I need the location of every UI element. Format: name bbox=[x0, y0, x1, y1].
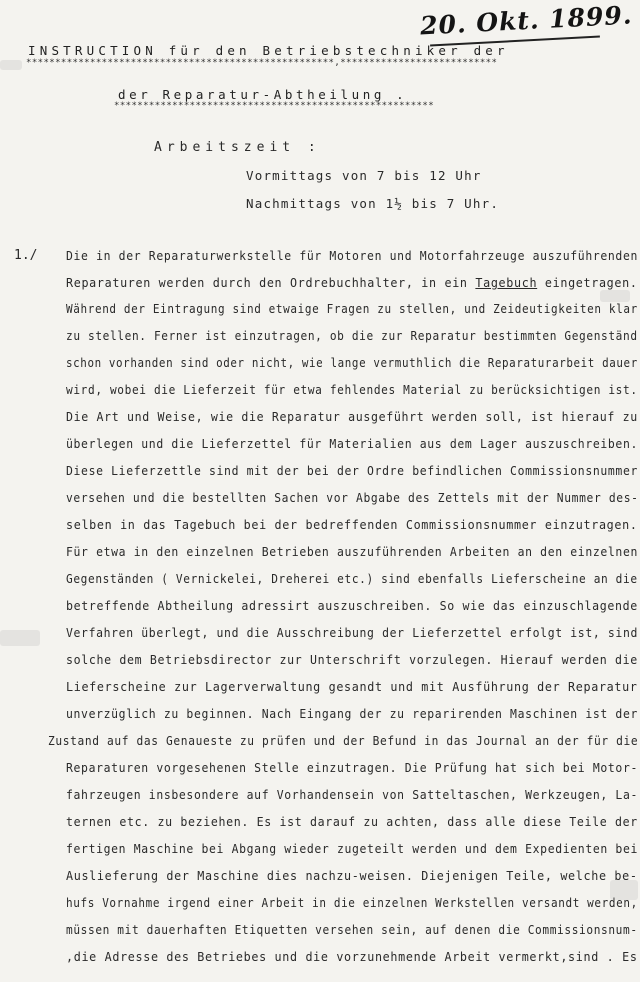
title-star-rule-1: *****************************************************,*************************** bbox=[26, 58, 498, 68]
body-line: müssen mit dauerhaften Etiquetten versehen sein, auf denen die Commissionsnum- bbox=[66, 922, 638, 937]
body-line: betreffende Abtheilung adressirt auszuschreiben. So wie das einzuschlagende bbox=[66, 598, 638, 613]
scan-noise bbox=[610, 880, 638, 900]
body-line: fertigen Maschine bei Abgang wieder zugeteilt werden und dem Expedienten bei bbox=[66, 841, 639, 856]
body-line: Reparaturen werden durch den Ordrebuchhalter, in ein Tagebuch eingetragen. bbox=[66, 275, 638, 290]
scan-noise bbox=[600, 290, 630, 302]
underlined-word: Tagebuch bbox=[475, 275, 538, 290]
body-line: Reparaturen vorgesehenen Stelle einzutragen. Die Prüfung hat sich bei Motor- bbox=[66, 760, 639, 775]
body-line: wird, wobei die Lieferzeit für etwa fehlendes Material zu berücksichtigen ist. bbox=[66, 382, 638, 397]
scan-noise bbox=[0, 60, 22, 70]
body-line: schon vorhanden sind oder nicht, wie lange vermuthlich die Reparaturarbeit dauer bbox=[66, 355, 638, 370]
paragraph-number: 1./ bbox=[14, 248, 38, 263]
body-line: Verfahren überlegt, und die Ausschreibung der Lieferzettel erfolgt ist, sind bbox=[66, 625, 639, 640]
body-line: selben in das Tagebuch bei der bedreffenden Commissionsnummer einzutragen. bbox=[66, 517, 638, 532]
body-line: Die Art und Weise, wie die Reparatur ausgeführt werden soll, ist hierauf zu bbox=[66, 409, 638, 424]
body-line: Die in der Reparaturwerkstelle für Motoren und Motorfahrzeuge auszuführenden bbox=[66, 248, 639, 263]
title-star-rule-2: ******************************************************* bbox=[114, 101, 435, 111]
scan-noise bbox=[0, 630, 40, 646]
body-line: unverzüglich zu beginnen. Nach Eingang der zu reparirenden Maschinen ist der bbox=[66, 706, 639, 721]
body-line: solche dem Betriebsdirector zur Unterschrift vorzulegen. Hierauf werden die bbox=[66, 652, 638, 667]
body-line: fahrzeugen insbesondere auf Vorhandensein von Satteltaschen, Werkzeugen, La- bbox=[66, 787, 639, 802]
body-line: ,die Adresse des Betriebes und die vorzunehmende Arbeit vermerkt,sind . Es bbox=[66, 949, 638, 964]
document-title-line1: INSTRUCTION für den Betriebstechniker der bbox=[28, 43, 509, 58]
body-line: versehen und die bestellten Sachen vor Abgabe des Zettels mit der Nummer des- bbox=[66, 490, 639, 505]
body-line: Für etwa in den einzelnen Betrieben auszuführenden Arbeiten an den einzelnen bbox=[66, 544, 639, 559]
body-line: überlegen und die Lieferzettel für Materialien aus dem Lager auszuschreiben. bbox=[66, 436, 639, 451]
body-line: Gegenständen ( Vernickelei, Dreherei etc.) sind ebenfalls Lieferscheine an die bbox=[66, 571, 638, 586]
body-line: ternen etc. zu beziehen. Es ist darauf zu achten, dass alle diese Teile der bbox=[66, 814, 638, 829]
working-hours-afternoon: Nachmittags von 1½ bis 7 Uhr. bbox=[246, 196, 500, 211]
document-title-line2: der Reparatur-Abtheilung . bbox=[118, 87, 408, 102]
working-hours-morning: Vormittags von 7 bis 12 Uhr bbox=[246, 168, 482, 183]
body-line: Diese Lieferzettle sind mit der bei der Ordre befindlichen Commissionsnummer bbox=[66, 463, 639, 478]
body-line: Während der Eintragung sind etwaige Fragen zu stellen, und Zeideutigkeiten klar bbox=[66, 301, 638, 316]
body-line: Zustand auf das Genaueste zu prüfen und der Befund in das Journal an der für die bbox=[48, 733, 639, 748]
body-line: Lieferscheine zur Lagerverwaltung gesandt und mit Ausführung der Reparatur bbox=[66, 679, 638, 694]
body-line: hufs Vornahme irgend einer Arbeit in die einzelnen Werkstellen versandt werden, bbox=[66, 895, 638, 910]
body-line: zu stellen. Ferner ist einzutragen, ob die zur Reparatur bestimmten Gegenständ bbox=[66, 328, 638, 343]
handwritten-date: 20. Okt. 1899. bbox=[419, 0, 634, 41]
body-line: Auslieferung der Maschine dies nachzu-weisen. Diejenigen Teile, welche be- bbox=[66, 868, 638, 883]
working-hours-heading: Arbeitszeit : bbox=[154, 140, 321, 155]
